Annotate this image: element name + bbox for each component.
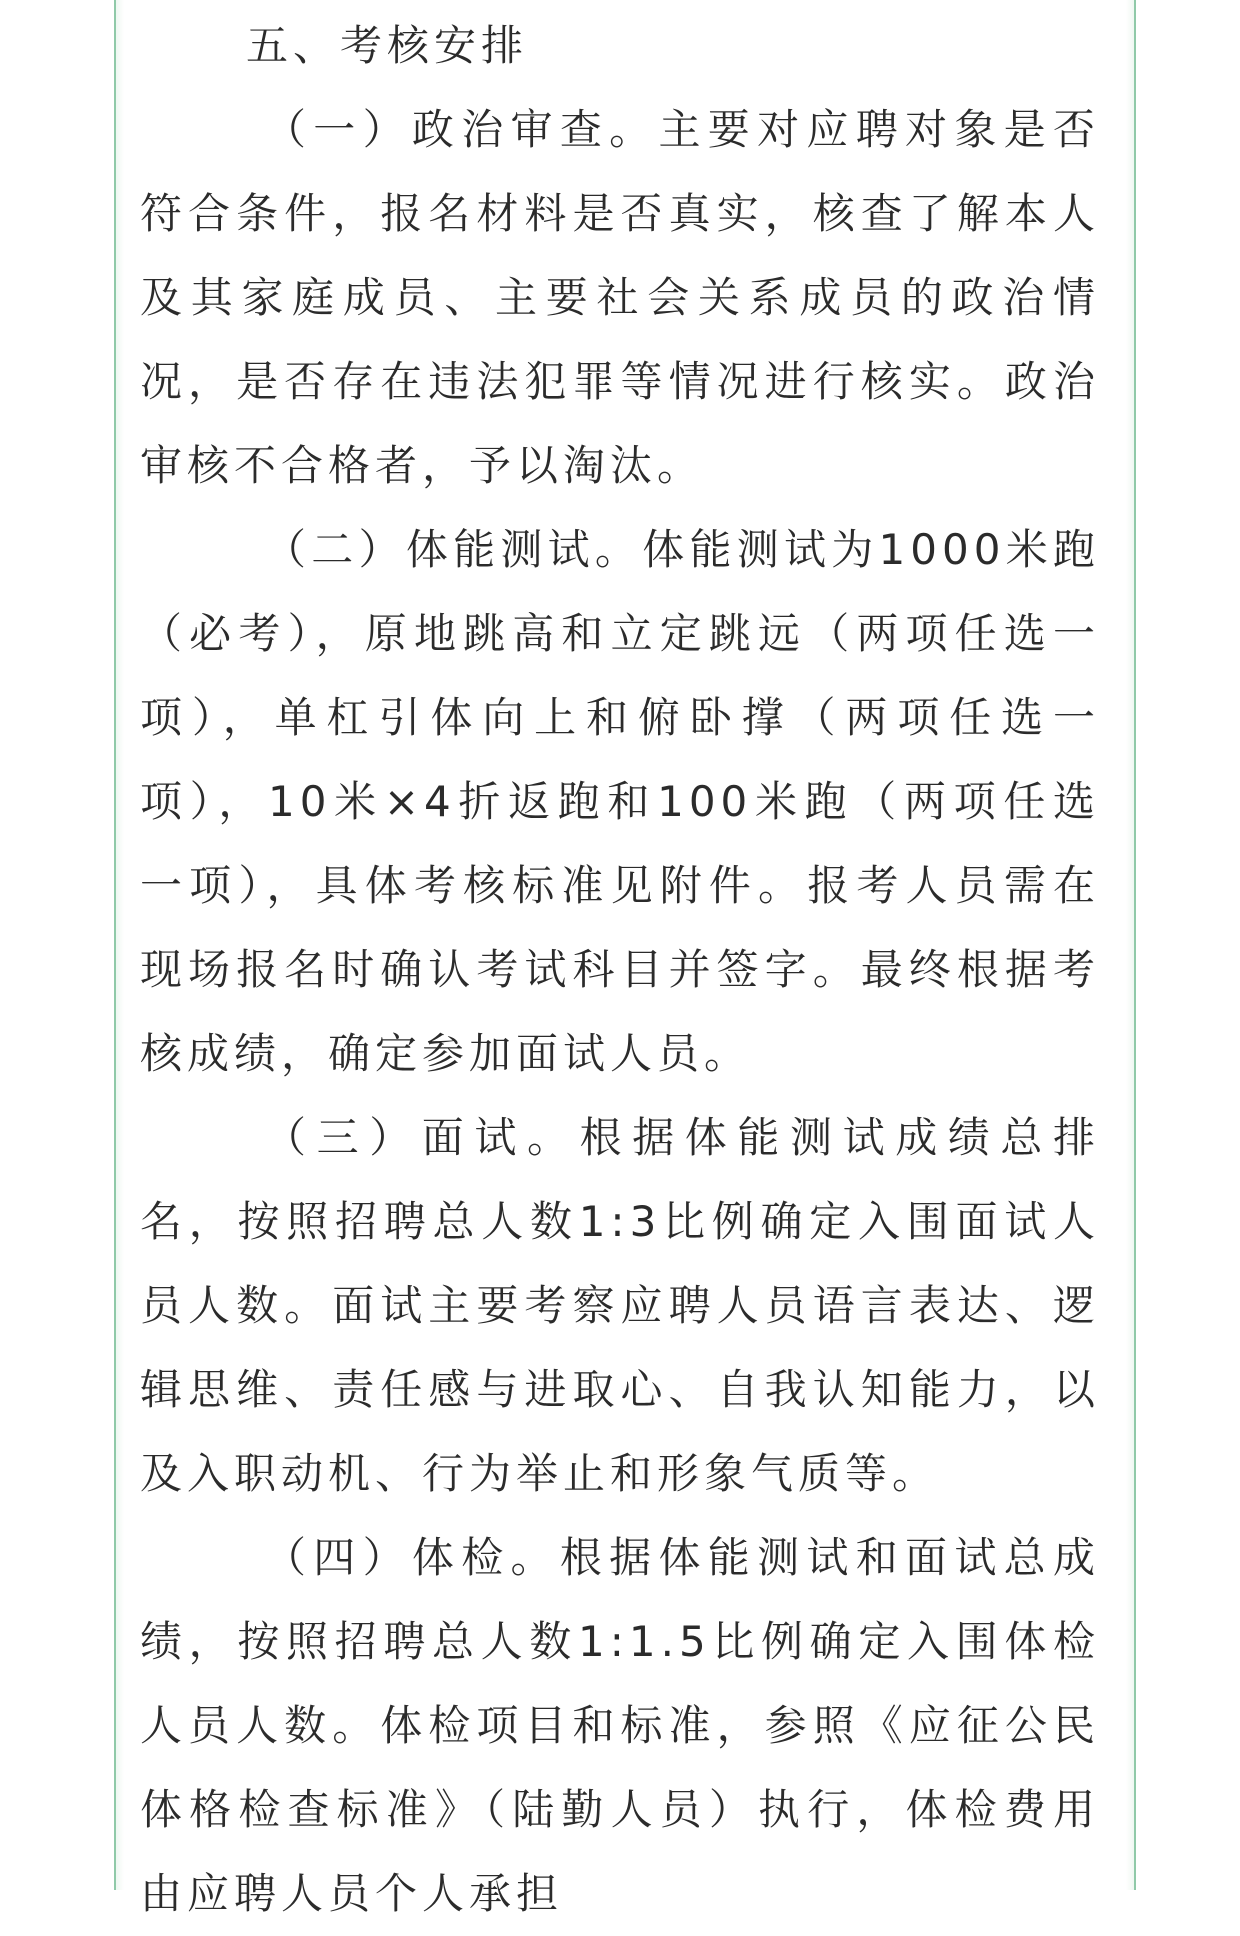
right-border-line [1134,0,1136,1890]
right-border-shadow [1126,0,1134,1890]
section-heading: 五、考核安排 [246,21,529,70]
paragraph-fitness-test: （二）体能测试。体能测试为1000米跑（必考），原地跳高和立定跳远（两项任选一项），单杠引体向上和俯卧撑（两项任选一项），10米×4折返跑和100米跑（两项任选一项），具体考核标准见附件。报考人员需在现场报名时确认考试科目并签字。最终根据考核成绩，确定参加面试人员。 [140,525,1100,1078]
document-body [140,4,1100,1936]
paragraph-political-review: （一）政治审查。主要对应聘对象是否符合条件，报名材料是否真实，核查了解本人及其家庭成员、主要社会关系成员的政治情况，是否存在违法犯罪等情况进行核实。政治审核不合格者，予以淘汰。 [140,105,1100,490]
paragraph-medical-exam: （四）体检。根据体能测试和面试总成绩，按照招聘总人数1:1.5比例确定入围体检人员人数。体检项目和标准，参照《应征公民体格检查标准》（陆勤人员）执行，体检费用由应聘人员个人承担 [140,1533,1100,1918]
paragraph-interview: （三）面试。根据体能测试成绩总排名，按照招聘总人数1:3比例确定入围面试人员人数。面试主要考察应聘人员语言表达、逻辑思维、责任感与进取心、自我认知能力，以及入职动机、行为举止和形象气质等。 [140,1113,1100,1498]
left-border-shadow [116,0,124,1890]
